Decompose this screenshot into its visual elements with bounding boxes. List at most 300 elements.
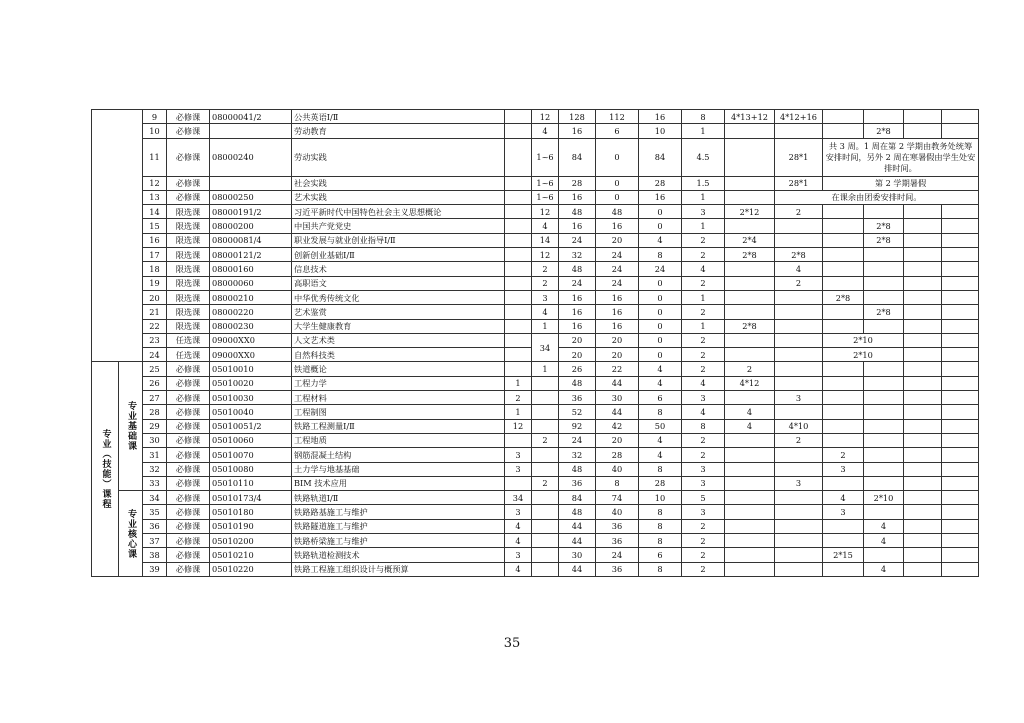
course-name: 土力学与地基基础 — [292, 462, 505, 476]
course-name: 铁道概论 — [292, 362, 505, 376]
semester-1 — [725, 562, 775, 576]
course-name: 艺术鉴赏 — [292, 305, 505, 319]
semester-6 — [942, 248, 979, 262]
semester-6 — [942, 205, 979, 219]
course-type: 必修课 — [167, 391, 210, 405]
check-term: 12 — [532, 205, 559, 219]
semester-2 — [775, 333, 823, 347]
semester-1 — [725, 505, 775, 519]
semester-6 — [942, 391, 979, 405]
row-number: 33 — [143, 476, 167, 490]
practice-hours: 0 — [639, 348, 682, 362]
table-row — [92, 462, 1024, 476]
semester-1: 2 — [725, 362, 775, 376]
semester-4: 4 — [864, 562, 904, 576]
check-term: 14 — [532, 233, 559, 247]
theory-hours: 44 — [596, 405, 639, 419]
credit: 8 — [682, 110, 725, 124]
semester-1 — [725, 391, 775, 405]
semester-5 — [904, 448, 942, 462]
practice-hours: 16 — [639, 190, 682, 204]
credit: 4 — [682, 262, 725, 276]
row-number: 19 — [143, 276, 167, 290]
semester-3 — [823, 110, 864, 124]
course-type: 任选课 — [167, 348, 210, 362]
semester-1 — [725, 519, 775, 533]
course-type: 限选课 — [167, 276, 210, 290]
table-row — [92, 548, 1024, 562]
total-hours: 48 — [559, 205, 596, 219]
exam-term — [505, 262, 532, 276]
semester-6 — [942, 505, 979, 519]
theory-hours: 20 — [596, 333, 639, 347]
check-term: 1 — [532, 362, 559, 376]
semester-4: 4 — [864, 519, 904, 533]
course-name: 钢筋混凝土结构 — [292, 448, 505, 462]
course-name: 中华优秀传统文化 — [292, 290, 505, 304]
course-code: 09000XX0 — [210, 348, 292, 362]
check-term: 4 — [532, 305, 559, 319]
table-row — [92, 333, 1024, 347]
semester-5 — [904, 391, 942, 405]
total-hours: 20 — [559, 333, 596, 347]
semester-1: 4*13+12 — [725, 110, 775, 124]
theory-hours: 40 — [596, 462, 639, 476]
credit: 4 — [682, 376, 725, 390]
semester-5 — [904, 405, 942, 419]
check-term: 1~6 — [532, 190, 559, 204]
course-schedule-table — [91, 109, 1024, 577]
total-hours: 24 — [559, 433, 596, 447]
practice-hours: 0 — [639, 333, 682, 347]
table-row — [92, 519, 1024, 533]
exam-term: 3 — [505, 548, 532, 562]
semester-6 — [942, 376, 979, 390]
semester-1 — [725, 548, 775, 562]
course-code: 05010110 — [210, 476, 292, 490]
semester-6 — [942, 476, 979, 490]
exam-term — [505, 476, 532, 490]
credit: 4.5 — [682, 138, 725, 176]
semester-4: 2*10 — [864, 491, 904, 505]
semester-6 — [942, 319, 979, 333]
table-row — [92, 290, 1024, 304]
row-number: 38 — [143, 548, 167, 562]
check-term: 4 — [532, 124, 559, 138]
semester-6 — [942, 333, 979, 347]
semester-1 — [725, 534, 775, 548]
credit: 1 — [682, 319, 725, 333]
total-hours: 20 — [559, 348, 596, 362]
total-hours: 30 — [559, 548, 596, 562]
total-hours: 32 — [559, 448, 596, 462]
course-name: 习近平新时代中国特色社会主义思想概论 — [292, 205, 505, 219]
row-number: 26 — [143, 376, 167, 390]
semester-3: 3 — [823, 462, 864, 476]
row-number: 9 — [143, 110, 167, 124]
course-name: 铁路路基施工与维护 — [292, 505, 505, 519]
total-hours: 52 — [559, 405, 596, 419]
course-name: 社会实践 — [292, 176, 505, 190]
exam-term: 3 — [505, 505, 532, 519]
course-code: 08000160 — [210, 262, 292, 276]
semester-4 — [864, 419, 904, 433]
table-row — [92, 190, 1024, 204]
semester-4 — [864, 433, 904, 447]
theory-hours: 24 — [596, 548, 639, 562]
theory-hours: 24 — [596, 262, 639, 276]
page-number: 35 — [503, 636, 521, 651]
semester-6 — [942, 491, 979, 505]
credit: 2 — [682, 248, 725, 262]
semester-1: 2*12 — [725, 205, 775, 219]
practice-hours: 16 — [639, 110, 682, 124]
course-name: 人文艺术类 — [292, 333, 505, 347]
semester-4: 2*8 — [864, 305, 904, 319]
credit: 2 — [682, 362, 725, 376]
table-row — [92, 534, 1024, 548]
semester-2 — [775, 534, 823, 548]
course-code: 05010200 — [210, 534, 292, 548]
semester-4 — [864, 462, 904, 476]
semester-4: 2*8 — [864, 124, 904, 138]
course-code: 08000210 — [210, 290, 292, 304]
semester-1 — [725, 448, 775, 462]
credit: 5 — [682, 491, 725, 505]
row-number: 31 — [143, 448, 167, 462]
course-name: 铁路工程测量Ⅰ/Ⅱ — [292, 419, 505, 433]
semester-3 — [823, 391, 864, 405]
course-type: 限选课 — [167, 219, 210, 233]
semester-4: 2*8 — [864, 233, 904, 247]
total-hours: 48 — [559, 462, 596, 476]
semester-3 — [823, 205, 864, 219]
semester-6 — [942, 405, 979, 419]
theory-hours: 36 — [596, 562, 639, 576]
semester-4 — [864, 376, 904, 390]
practice-hours: 8 — [639, 405, 682, 419]
course-name: 工程材料 — [292, 391, 505, 405]
table-row — [92, 562, 1024, 576]
practice-hours: 24 — [639, 262, 682, 276]
credit: 2 — [682, 348, 725, 362]
semester-2: 4*12+16 — [775, 110, 823, 124]
practice-hours: 0 — [639, 290, 682, 304]
total-hours: 92 — [559, 419, 596, 433]
table-row — [92, 433, 1024, 447]
semester-3 — [823, 376, 864, 390]
semester-2 — [775, 305, 823, 319]
semester-3: 2*8 — [823, 290, 864, 304]
row-number: 32 — [143, 462, 167, 476]
semester-5 — [904, 248, 942, 262]
semester-4 — [864, 262, 904, 276]
total-hours: 84 — [559, 491, 596, 505]
course-name: 艺术实践 — [292, 190, 505, 204]
semester-5 — [904, 419, 942, 433]
row-number: 24 — [143, 348, 167, 362]
course-name: 铁路轨道检测技术 — [292, 548, 505, 562]
course-type: 限选课 — [167, 233, 210, 247]
semester-3 — [823, 476, 864, 490]
table-row — [92, 205, 1024, 219]
semester-3: 3 — [823, 505, 864, 519]
course-name: 工程力学 — [292, 376, 505, 390]
schedule-note: 共 3 周。1 周在第 2 学期由教务处统筹安排时间，另外 2 周在寒暑假由学生处安排时间。 — [823, 138, 979, 176]
semester-1 — [725, 348, 775, 362]
semester-1: 2*4 — [725, 233, 775, 247]
exam-term: 3 — [505, 462, 532, 476]
semester-4 — [864, 362, 904, 376]
course-name: 信息技术 — [292, 262, 505, 276]
row-number: 27 — [143, 391, 167, 405]
credit: 2 — [682, 448, 725, 462]
course-code: 08000121/2 — [210, 248, 292, 262]
semester-2 — [775, 233, 823, 247]
exam-term — [505, 205, 532, 219]
practice-hours: 4 — [639, 448, 682, 462]
semester-3-4: 2*10 — [823, 333, 904, 347]
semester-4: 2*8 — [864, 219, 904, 233]
practice-hours: 28 — [639, 176, 682, 190]
theory-hours: 36 — [596, 519, 639, 533]
practice-hours: 0 — [639, 205, 682, 219]
course-name: BIM 技术应用 — [292, 476, 505, 490]
course-name: 劳动实践 — [292, 138, 505, 176]
semester-2: 28*1 — [775, 138, 823, 176]
total-hours: 16 — [559, 190, 596, 204]
practice-hours: 6 — [639, 548, 682, 562]
course-code: 05010051/2 — [210, 419, 292, 433]
course-code: 05010020 — [210, 376, 292, 390]
credit: 3 — [682, 505, 725, 519]
check-term: 4 — [532, 219, 559, 233]
course-code: 05010173/4 — [210, 491, 292, 505]
practice-hours: 4 — [639, 433, 682, 447]
total-hours: 26 — [559, 362, 596, 376]
check-term — [532, 548, 559, 562]
table-row — [92, 448, 1024, 462]
semester-2 — [775, 448, 823, 462]
course-type: 必修课 — [167, 562, 210, 576]
table-row — [92, 262, 1024, 276]
semester-6 — [942, 262, 979, 276]
credit: 1 — [682, 219, 725, 233]
course-name: 中国共产党党史 — [292, 219, 505, 233]
semester-6 — [942, 110, 979, 124]
semester-4 — [864, 205, 904, 219]
theory-hours: 48 — [596, 205, 639, 219]
theory-hours: 20 — [596, 433, 639, 447]
course-name: 大学生健康教育 — [292, 319, 505, 333]
credit: 3 — [682, 391, 725, 405]
category-public-cell — [92, 110, 143, 362]
total-hours: 48 — [559, 262, 596, 276]
course-code: 05010030 — [210, 391, 292, 405]
total-hours: 16 — [559, 290, 596, 304]
course-type: 必修课 — [167, 519, 210, 533]
theory-hours: 28 — [596, 448, 639, 462]
total-hours: 44 — [559, 562, 596, 576]
semester-5 — [904, 233, 942, 247]
check-term — [532, 405, 559, 419]
total-hours: 44 — [559, 519, 596, 533]
semester-1 — [725, 124, 775, 138]
semester-2: 4 — [775, 262, 823, 276]
table-row — [92, 176, 1024, 190]
table-row — [92, 348, 1024, 362]
semester-4 — [864, 319, 904, 333]
semester-3: 4 — [823, 491, 864, 505]
semester-6 — [942, 534, 979, 548]
semester-6 — [942, 124, 979, 138]
credit: 1 — [682, 190, 725, 204]
semester-5 — [904, 562, 942, 576]
semester-3 — [823, 124, 864, 138]
row-number: 37 — [143, 534, 167, 548]
semester-6 — [942, 305, 979, 319]
theory-hours: 16 — [596, 290, 639, 304]
exam-term — [505, 138, 532, 176]
semester-1 — [725, 276, 775, 290]
semester-1 — [725, 433, 775, 447]
total-hours: 48 — [559, 505, 596, 519]
semester-6 — [942, 233, 979, 247]
exam-term — [505, 348, 532, 362]
semester-6 — [942, 519, 979, 533]
semester-5 — [904, 376, 942, 390]
credit: 3 — [682, 205, 725, 219]
credit: 2 — [682, 534, 725, 548]
semester-3 — [823, 305, 864, 319]
practice-hours: 8 — [639, 562, 682, 576]
semester-2 — [775, 362, 823, 376]
semester-5 — [904, 505, 942, 519]
course-code: 05010060 — [210, 433, 292, 447]
course-code: 08000230 — [210, 319, 292, 333]
semester-3 — [823, 219, 864, 233]
exam-term — [505, 219, 532, 233]
credit: 2 — [682, 276, 725, 290]
table-row — [92, 491, 1024, 505]
theory-hours: 20 — [596, 233, 639, 247]
practice-hours: 8 — [639, 534, 682, 548]
course-code: 05010070 — [210, 448, 292, 462]
theory-hours: 16 — [596, 219, 639, 233]
row-number: 14 — [143, 205, 167, 219]
semester-5 — [904, 276, 942, 290]
row-number: 15 — [143, 219, 167, 233]
semester-4: 4 — [864, 534, 904, 548]
exam-term: 3 — [505, 448, 532, 462]
course-type: 任选课 — [167, 333, 210, 347]
practice-hours: 4 — [639, 233, 682, 247]
course-type: 限选课 — [167, 205, 210, 219]
table-row — [92, 405, 1024, 419]
course-name: 铁路桥梁施工与维护 — [292, 534, 505, 548]
exam-term — [505, 362, 532, 376]
semester-6 — [942, 362, 979, 376]
course-name: 工程制图 — [292, 405, 505, 419]
theory-hours: 0 — [596, 176, 639, 190]
semester-3 — [823, 248, 864, 262]
semester-2: 4*10 — [775, 419, 823, 433]
row-number: 34 — [143, 491, 167, 505]
semester-1: 2*8 — [725, 319, 775, 333]
semester-5 — [904, 110, 942, 124]
semester-5 — [904, 319, 942, 333]
check-term: 1~6 — [532, 176, 559, 190]
theory-hours: 0 — [596, 190, 639, 204]
semester-1: 4*12 — [725, 376, 775, 390]
semester-1 — [725, 138, 775, 176]
course-type: 必修课 — [167, 433, 210, 447]
exam-term: 2 — [505, 391, 532, 405]
semester-5 — [904, 548, 942, 562]
total-hours: 128 — [559, 110, 596, 124]
practice-hours: 10 — [639, 491, 682, 505]
row-number: 35 — [143, 505, 167, 519]
course-code: 08000191/2 — [210, 205, 292, 219]
semester-3 — [823, 562, 864, 576]
table-row — [92, 305, 1024, 319]
total-hours: 16 — [559, 319, 596, 333]
semester-6 — [942, 433, 979, 447]
credit: 1 — [682, 124, 725, 138]
semester-2 — [775, 491, 823, 505]
check-term: 12 — [532, 110, 559, 124]
semester-3 — [823, 419, 864, 433]
course-code: 09000XX0 — [210, 333, 292, 347]
check-term — [532, 448, 559, 462]
table-row — [92, 391, 1024, 405]
semester-1 — [725, 476, 775, 490]
row-number: 23 — [143, 333, 167, 347]
course-type: 必修课 — [167, 462, 210, 476]
semester-5 — [904, 433, 942, 447]
semester-5 — [904, 348, 942, 362]
semester-2 — [775, 319, 823, 333]
theory-hours: 16 — [596, 319, 639, 333]
total-hours: 24 — [559, 276, 596, 290]
semester-1: 2*8 — [725, 248, 775, 262]
semester-6 — [942, 419, 979, 433]
category-main-label: 专业（技能）课程 — [92, 362, 119, 576]
exam-term — [505, 319, 532, 333]
semester-2 — [775, 348, 823, 362]
course-name: 工程地质 — [292, 433, 505, 447]
row-number: 16 — [143, 233, 167, 247]
course-code: 08000060 — [210, 276, 292, 290]
check-term — [532, 534, 559, 548]
check-term — [532, 419, 559, 433]
total-hours: 36 — [559, 476, 596, 490]
semester-4 — [864, 405, 904, 419]
row-number: 22 — [143, 319, 167, 333]
course-type: 必修课 — [167, 376, 210, 390]
credit: 2 — [682, 548, 725, 562]
semester-1: 4 — [725, 419, 775, 433]
theory-hours: 22 — [596, 362, 639, 376]
course-code: 05010040 — [210, 405, 292, 419]
semester-1 — [725, 491, 775, 505]
course-type: 必修课 — [167, 491, 210, 505]
course-type: 限选课 — [167, 262, 210, 276]
course-code: 05010210 — [210, 548, 292, 562]
credit: 8 — [682, 419, 725, 433]
practice-hours: 4 — [639, 362, 682, 376]
course-code: 05010190 — [210, 519, 292, 533]
